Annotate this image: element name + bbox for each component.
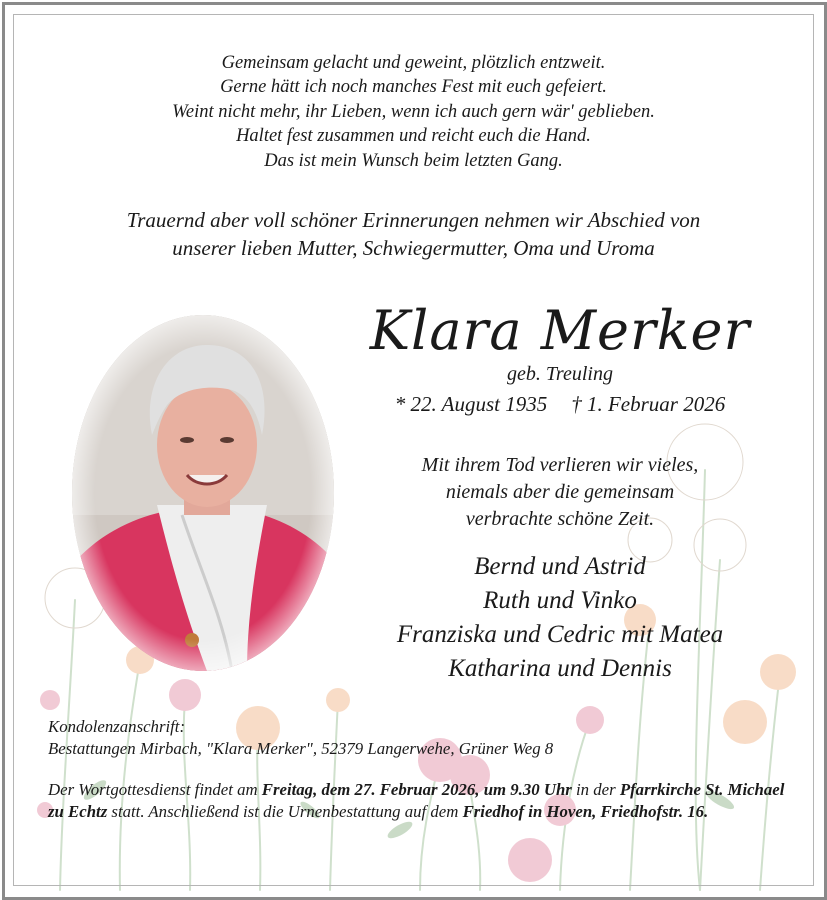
intro-line: Trauernd aber voll schöner Erinnerungen nehmen wir Abschied von [126,208,701,232]
poem-line: Gemeinsam gelacht und geweint, plötzlich entzweit. [221,53,606,73]
memorial-quote [360,452,760,533]
family-names [340,550,780,686]
service-cemetery: Friedhof in Hoven, Friedhofstr. 16. [462,802,709,821]
intro-line: unserer lieben Mutter, Schwiegermutter, Oma und Uroma [172,236,655,260]
quote-line: verbrachte schöne Zeit. [465,508,655,530]
death-date: † 1. Februar 2026 [571,392,726,416]
poem-line: Weint nicht mehr, ihr Lieben, wenn ich auch gern wär' geblieben. [172,101,655,122]
service-text: Der Wortgottesdienst findet am [48,780,262,799]
condolence-block [48,716,788,760]
family-member: Katharina und Dennis [448,655,672,682]
family-member: Franziska und Cedric mit Matea [396,621,724,648]
service-info [48,779,788,823]
family-member: Ruth und Vinko [483,587,637,614]
service-date: Freitag, dem 27. Februar 2026, um 9.30 Uhr [261,780,572,799]
intro-text [0,206,827,262]
family-member: Bernd und Astrid [474,553,646,580]
life-dates [360,392,760,417]
quote-line: niemals aber die gemeinsam [445,481,675,503]
service-church: Pfarrkirche St. Michael zu Echtz [48,780,785,821]
poem-line: Haltet fest zusammen und reicht euch die Hand. [236,126,591,147]
condolence-label: Kondolenzanschrift: [48,717,186,736]
portrait-illustration [72,315,334,671]
poem-line: Das ist mein Wunsch beim letzten Gang. [264,150,563,171]
birth-name: geb. Treuling [507,363,613,385]
poem [0,51,827,173]
service-text: in der [571,780,620,799]
quote-line: Mit ihrem Tod verlieren wir vieles, [421,454,699,476]
poem-line: Gerne hätt ich noch manches Fest mit euch gefeiert. [220,77,607,98]
deceased-name: Klara Merker [369,299,751,362]
condolence-address: Bestattungen Mirbach, "Klara Merker", 52379 Langerwehe, Grüner Weg 8 [48,739,554,758]
service-text: statt. Anschließend ist die Urnenbestattung auf dem [107,802,463,821]
portrait-photo [72,315,334,671]
birth-date: * 22. August 1935 [394,392,548,416]
